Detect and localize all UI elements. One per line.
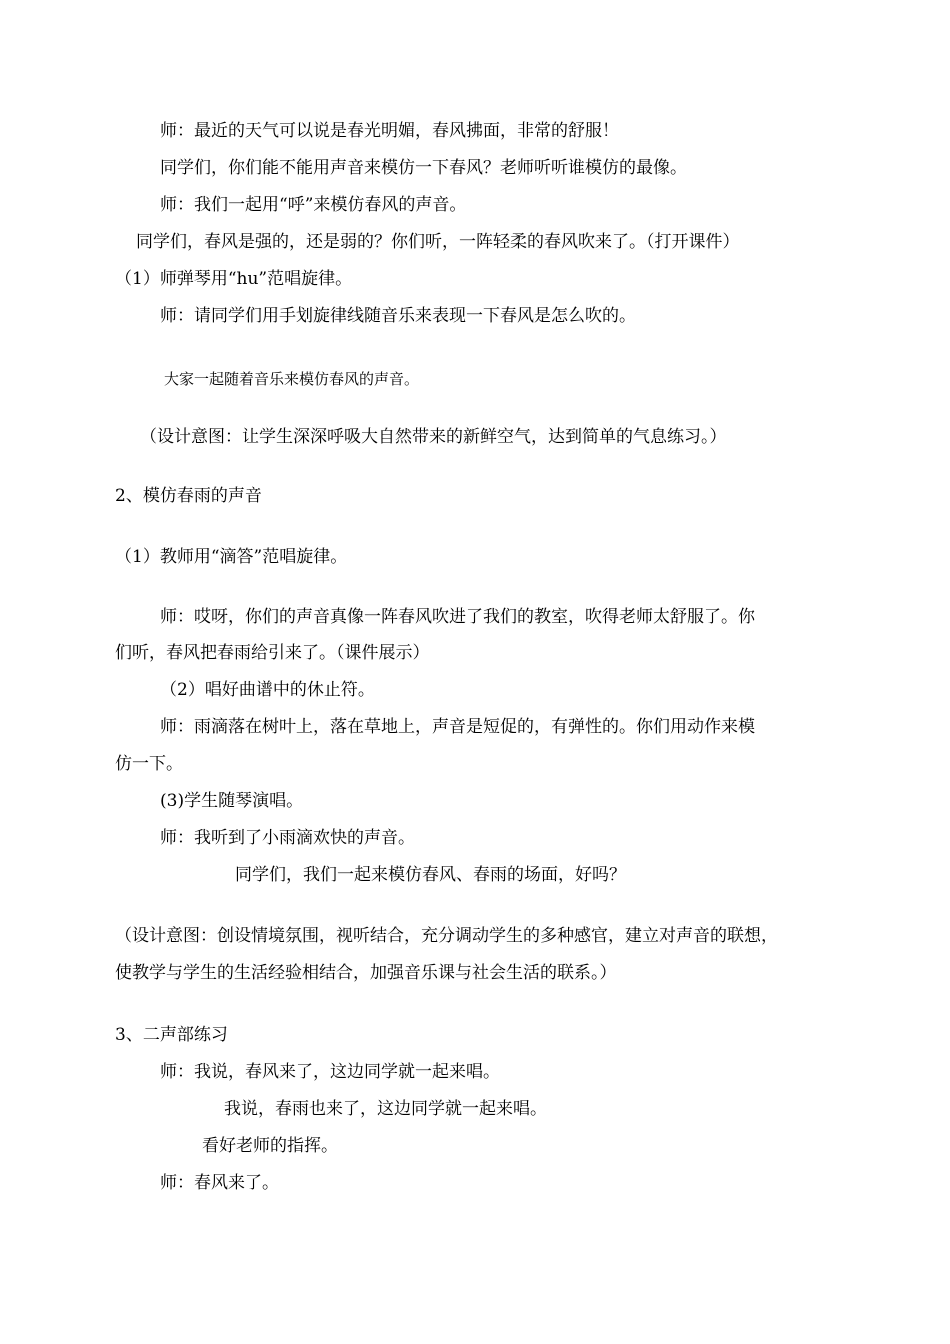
paragraph-line: （1）教师用“滴答”范唱旋律。 <box>115 547 348 567</box>
design-intent-note: （设计意图：创设情境氛围，视听结合，充分调动学生的多种感官，建立对声音的联想， <box>115 926 778 946</box>
paragraph-line: 大家一起随着音乐来模仿春风的声音。 <box>164 370 420 388</box>
paragraph-line: （2）唱好曲谱中的休止符。 <box>160 680 375 700</box>
paragraph-line: 师：春风来了。 <box>160 1173 279 1193</box>
paragraph-line: 师：我们一起用“呼”来模仿春风的声音。 <box>160 195 467 215</box>
paragraph-line: 同学们，我们一起来模仿春风、春雨的场面，好吗？ <box>235 865 626 885</box>
section-heading: 3、二声部练习 <box>115 1025 228 1045</box>
paragraph-line: 同学们，你们能不能用声音来模仿一下春风？老师听听谁模仿的最像。 <box>160 158 687 178</box>
paragraph-line: 师：哎呀，你们的声音真像一阵春风吹进了我们的教室，吹得老师太舒服了。你 <box>160 607 755 627</box>
paragraph-line: 仿一下。 <box>115 754 183 774</box>
paragraph-line: 师：最近的天气可以说是春光明媚，春风拂面，非常的舒服！ <box>160 121 619 141</box>
paragraph-line: 师：请同学们用手划旋律线随音乐来表现一下春风是怎么吹的。 <box>160 306 636 326</box>
paragraph-line: 师：我说，春风来了，这边同学就一起来唱。 <box>160 1062 500 1082</box>
paragraph-line: 师：雨滴落在树叶上，落在草地上，声音是短促的，有弹性的。你们用动作来模 <box>160 717 755 737</box>
paragraph-line: 我说，春雨也来了，这边同学就一起来唱。 <box>224 1099 547 1119</box>
design-intent-note: 使教学与学生的生活经验相结合，加强音乐课与社会生活的联系。） <box>115 963 617 983</box>
paragraph-line: 师：我听到了小雨滴欢快的声音。 <box>160 828 415 848</box>
paragraph-line: 看好老师的指挥。 <box>202 1136 338 1156</box>
paragraph-line: （1）师弹琴用“hu”范唱旋律。 <box>115 269 353 289</box>
paragraph-line: 们听，春风把春雨给引来了。（课件展示） <box>115 643 430 663</box>
design-intent-note: （设计意图：让学生深深呼吸大自然带来的新鲜空气，达到简单的气息练习。） <box>140 427 727 447</box>
paragraph-line: (3)学生随琴演唱。 <box>160 791 304 811</box>
section-heading: 2、模仿春雨的声音 <box>115 486 262 506</box>
paragraph-line: 同学们，春风是强的，还是弱的？你们听，一阵轻柔的春风吹来了。（打开课件） <box>136 232 740 252</box>
